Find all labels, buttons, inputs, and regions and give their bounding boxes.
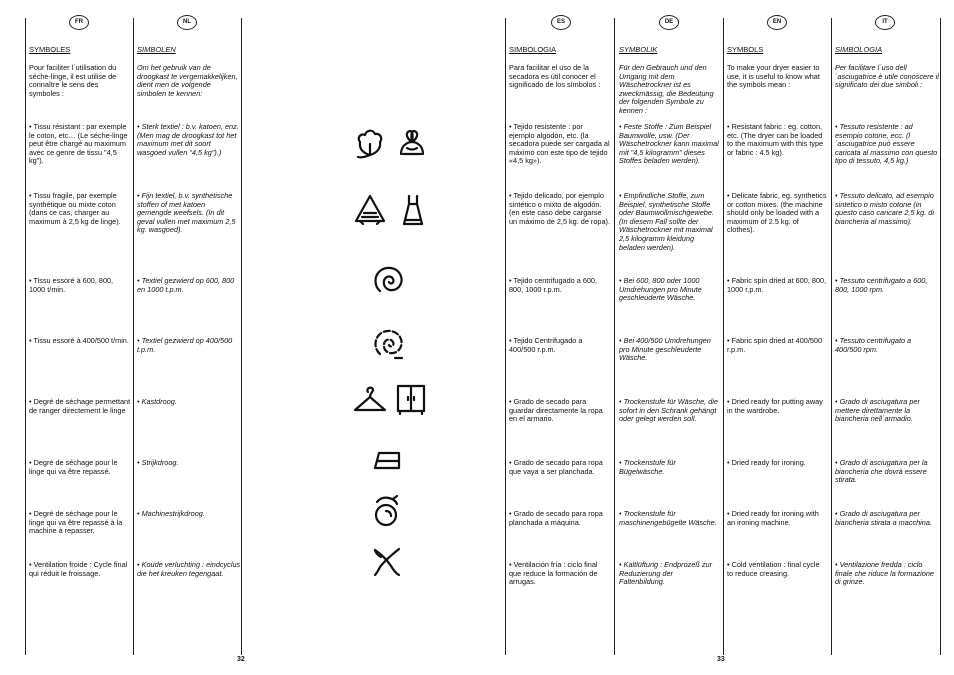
symbol-description: • Resistant fabric : eg. cotton, etc. (The dryer can be loaded to the maximum with this type or fabric : 4.5 kg).: [727, 122, 824, 157]
divider: [723, 18, 724, 655]
dashed-spiral-icon: [371, 325, 405, 361]
symbol-description: • Ventilazione fredda : ciclo finale che riduce la formazione di grinze.: [835, 560, 934, 587]
symbol-description: • Degré de séchage permettant de ranger directement le linge: [29, 397, 131, 415]
symbol-description: • Tessuto resistente : ad esempio cotone, ecc. (l´asciugatrice può essere caricata al massimo con questo tipo di tessuto, 4,5 kg.): [835, 122, 938, 166]
symbol-description: • Grado di asciugatura per biancheria stirata a macchina.: [835, 509, 932, 527]
cold-ventilation-icon: [371, 546, 403, 578]
divider: [831, 18, 832, 655]
divider: [133, 18, 134, 655]
symbol-description: • Grado de secado para ropa planchada a máquina.: [509, 509, 603, 527]
symbol-description: • Cold ventilation : final cycle to reduce creasing.: [727, 560, 820, 578]
hanger-icon: [352, 386, 388, 414]
symbol-description: • Ventilation froide : Cycle final qui réduit le froissage.: [29, 560, 128, 578]
column-heading: SIMBOLEN: [137, 45, 176, 54]
intro-paragraph: Pour faciliter l´utilisation du séche-linge, il est utilise de connaître le sens des symboles :: [29, 63, 117, 98]
symbol-description: • Trockenstufe für Wäsche, die sofort in den Schrank gehängt oder gelegt werden soll.: [619, 397, 718, 424]
language-badge-it: IT: [875, 15, 895, 30]
symbol-description: • Koude verluchting : eindcyclus die het kreuken tegengaat.: [137, 560, 241, 578]
language-badge-fr: FR: [69, 15, 89, 30]
symbol-description: • Grado di asciugatura per mettere direttamente la biancheria nell´armadio.: [835, 397, 920, 424]
symbol-description: • Tessuto delicato, ad esempio sintetico o misto cotone (in questo caso caricare 2,5 kg. di biancheria al massimo).: [835, 191, 934, 226]
symbol-description: • Tejido resistente : por ejemplo algodón, etc. (la secadora puede ser cargada al máximo con este tipo de tejido «4,5 kg»).: [509, 122, 610, 166]
language-badge-nl: NL: [177, 15, 197, 30]
symbol-description: • Trockenstufe für Bügelwäsche.: [619, 458, 676, 476]
intro-paragraph: To make your dryer easier to use, it is useful to know what the symbols mean :: [727, 63, 820, 90]
tent-icon: [353, 193, 387, 225]
symbol-description: • Fijn textiel, b.v. synthetische stoffen of met katoen gemengde weefsels. (In dit geval vullen met maximum 2,5 kg. wasgoed).: [137, 191, 236, 235]
symbol-description: • Dried ready for ironing with an ironing machine.: [727, 509, 819, 527]
spiral-icon: [371, 263, 405, 297]
symbol-description: • Textiel gezwierd op 400/500 t.p.m.: [137, 336, 233, 354]
symbol-description: • Tissu résistant : par exemple le coton, etc… (Le séche-linge peut être chargé au maximum avec ce genre de tissu "4,5 kg").: [29, 122, 128, 166]
column-heading: SIMBOLOGIA: [835, 45, 883, 54]
symbol-description: • Dried ready for putting away in the wardrobe.: [727, 397, 823, 415]
symbol-description: • Tessuto centrifugato a 600, 800, 1000 rpm.: [835, 276, 928, 294]
symbol-description: • Ventilación fría : ciclo final que reduce la formación de arrugas.: [509, 560, 598, 587]
symbol-description: • Tejido centrifugado a 600, 800, 1000 r.p.m.: [509, 276, 598, 294]
symbol-description: • Trockenstufe für maschinengebügelte Wäsche.: [619, 509, 717, 527]
column-heading: SIMBOLOGIA: [509, 45, 557, 54]
symbol-description: • Textiel gezwierd op 600, 800 en 1000 t.p.m.: [137, 276, 235, 294]
symbol-description: • Tejido Centrifugado a 400/500 r.p.m.: [509, 336, 583, 354]
symbol-description: • Tissu essoré à 400/500 t/min.: [29, 336, 129, 345]
column-heading: SYMBOLIK: [619, 45, 658, 54]
symbol-description: • Empfindliche Stoffe, zum Beispiel, synthetische Stoffe oder Baumwollmischgewebe. (In diesem Fall sollte der Wäschetrockner mit maximal 2,5 kilogramm kleidung beladen werden).: [619, 191, 714, 252]
wardrobe-icon: [395, 383, 427, 415]
page-number-left: 32: [237, 656, 245, 663]
symbol-description: • Kaltlüftung : Endprozeß zur Reduzierung der Faltenbildung.: [619, 560, 713, 587]
symbol-description: • Grado de secado para guardar directamente la ropa en el armario.: [509, 397, 603, 424]
column-heading: SYMBOLS: [727, 45, 764, 54]
dress-icon: [401, 193, 425, 227]
language-badge-de: DE: [659, 15, 679, 30]
symbol-description: • Grado di asciugatura per la biancheria che dovrà essere stirata.: [835, 458, 928, 485]
symbol-description: • Tissu essoré à 600, 800, 1000 t/min.: [29, 276, 114, 294]
divider: [505, 18, 506, 655]
intro-paragraph: Per facilitare l´uso dell´asciugatrice è utile conoscere il significato dei due simboli :: [835, 63, 939, 90]
symbol-description: • Delicate fabric, eg. synthetics or cotton mixes. (the machine should only be loaded with a maximum of 2.5 kg. of clothes).: [727, 191, 827, 235]
intro-paragraph: Für den Gebrauch und den Umgang mit dem Wäschetrockner ist es zweckmässig, die Bedeutung der folgenden Symbole zu kennen :: [619, 63, 714, 115]
symbol-description: • Dried ready for ironing.: [727, 458, 806, 467]
symbol-description: • Strijkdroog.: [137, 458, 179, 467]
divider: [25, 18, 26, 655]
symbol-description: • Feste Stoffe : Zum Beispiel Baumwolle, usw. (Der Wäschetrockner kann maximal mit "4,5 kilogramm" dieses Stoffes beladen werden).: [619, 122, 719, 166]
cotton-flower-icon: [353, 127, 387, 159]
symbol-description: • Fabric spin dried at 600, 800, 1000 r.p.m.: [727, 276, 827, 294]
column-heading: SYMBOLES: [29, 45, 71, 54]
intro-paragraph: Para facilitar el uso de la secadora es útil conocer el significado de los símbolos :: [509, 63, 601, 90]
symbol-description: • Bei 600, 800 oder 1000 Umdrehungen pro Minute geschleuderte Wäsche.: [619, 276, 702, 303]
symbol-description: • Kastdroog.: [137, 397, 177, 406]
divider: [614, 18, 615, 655]
intro-paragraph: Om het gebruik van de droogkast te vergemakkelijken, dient men de volgende simbolen te kennen:: [137, 63, 238, 98]
symbol-description: • Grado de secado para ropa que vaya a ser planchada.: [509, 458, 603, 476]
divider: [940, 18, 941, 655]
bundle-icon: [397, 128, 427, 158]
symbol-description: • Tejido delicado, por ejemplo sintético o mixto de algodón. (en este caso debe cargarse un máximo de 2,5 kg. de ropa).: [509, 191, 610, 226]
language-badge-es: ES: [551, 15, 571, 30]
language-badge-en: EN: [767, 15, 787, 30]
symbol-description: • Tissu fragile, par exemple synthétique ou mixte coton (dans ce cas, charger au maximum à 2,5 kg de linge).: [29, 191, 121, 226]
symbol-description: • Tessuto centrifugato a 400/500 rpm.: [835, 336, 912, 354]
symbol-description: • Degré de séchage pour le linge qui va être repassé.: [29, 458, 118, 476]
divider: [241, 18, 242, 655]
symbol-description: • Bei 400/500 Umdrehungen pro Minute geschleuderte Wäsche.: [619, 336, 711, 363]
page-number-right: 33: [717, 656, 725, 663]
ironing-machine-icon: [373, 493, 399, 529]
symbol-description: • Fabric spin dried at 400/500 r.p.m.: [727, 336, 823, 354]
symbol-description: • Machinestrijkdroog.: [137, 509, 205, 518]
iron-icon: [370, 448, 404, 472]
symbol-description: • Sterk textiel : b.v. katoen, enz. (Men mag de droogkast tot het maximum met dit soort wasgoed vullen "4,5 kg").): [137, 122, 239, 157]
symbol-description: • Degré de séchage pour le linge qui va être repassé à la machine à repasser.: [29, 509, 123, 536]
